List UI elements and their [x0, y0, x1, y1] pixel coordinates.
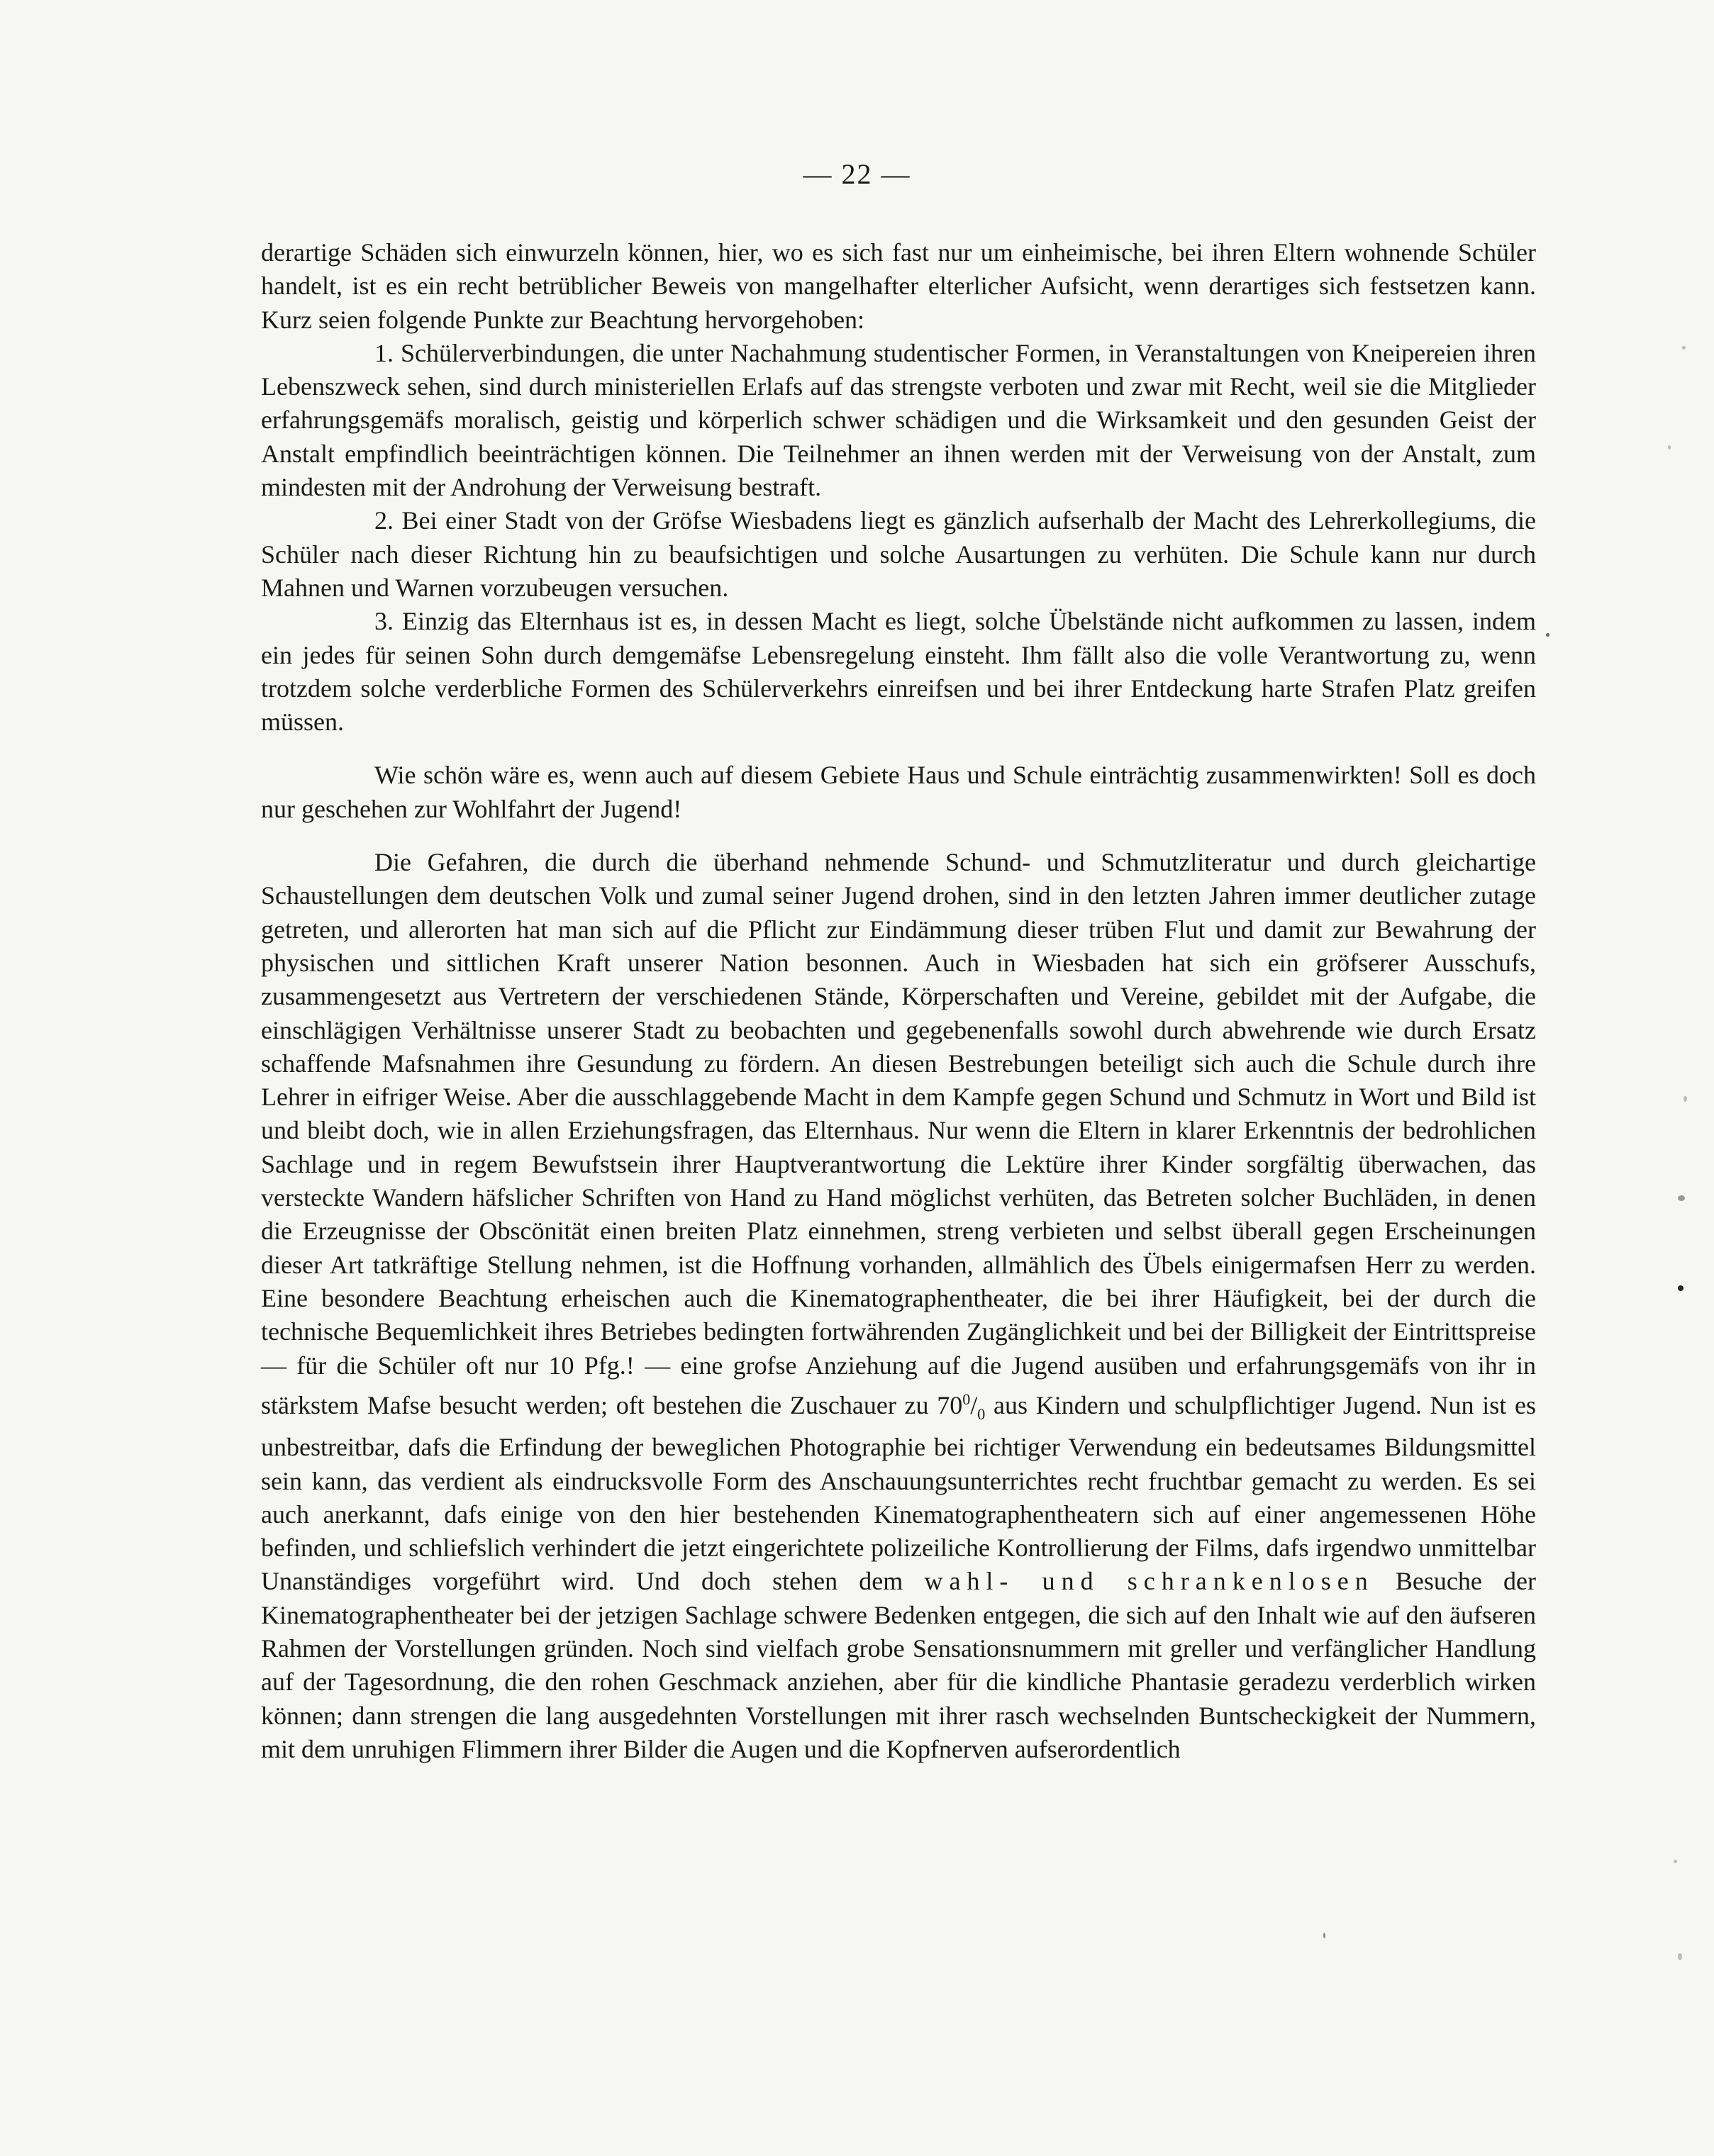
scan-speck [1678, 1953, 1682, 1960]
paragraph-dangers-part-1: Die Gefahren, die durch die überhand nehmende Schund- und Schmutzliteratur und durch gleichartige Schaustellungen dem deutschen Volk und zumal seiner Jugend drohen, sind in den letzten Jahren immer deutlicher zutage getreten, und allerorten hat man sich auf die Pflicht zur Eindämmung dieser trüben Flut und damit zur Bewahrung der physischen und sittlichen Kraft unserer Nation besonnen. Auch in Wiesbaden hat sich ein gröfserer Ausschufs, zusammengesetzt aus Vertretern der verschiedenen Stände, Körperschaften und Vereine, gebildet mit der Aufgabe, die einschlägigen Verhältnisse unserer Stadt zu beobachten und gegebenenfalls sowohl durch abwehrende wie durch Ersatz schaffende Mafsnahmen ihre Gesundung zu fördern. An diesen Bestrebungen beteiligt sich auch die Schule durch ihre Lehrer in eifriger Weise. Aber die ausschlaggebende Macht in dem Kampfe gegen Schund und Schmutz in Wort und Bild ist und bleibt doch, wie in allen Erziehungsfragen, das Elternhaus. Nur wenn die Eltern in klarer Erkenntnis der bedrohlichen Sachlage und in regem Bewufstsein ihrer Hauptverantwortung die Lektüre ihrer Kinder sorgfältig überwachen, das versteckte Wandern häfslicher Schriften von Hand zu Hand möglichst verhüten, das Betreten solcher Buchläden, in denen die Erzeugnisse der Obscönität einen breiten Platz einnehmen, streng verbieten und selbst überall gegen Erscheinungen dieser Art tatkräftige Stellung nehmen, ist die Hoffnung vorhanden, allmählich des Übels einigermafsen Herr zu werden. Eine besondere Beachtung erheischen auch die Kinematographentheater, die bei ihrer Häufigkeit, bei der durch die technische Bequemlichkeit ihres Betriebes bedingten fortwährenden Zugänglichkeit und bei der Billigkeit der Eintrittspreise — für die Schüler oft nur 10 Pfg.! — eine grofse Anziehung auf die Jugend ausüben und erfahrungsgemäfs von ihr in stärkstem Mafse besucht werden; oft bestehen die Zuschauer zu 70 [261, 848, 1536, 1419]
body-text [261, 236, 1536, 1766]
percent-subscript: 0 [977, 1404, 986, 1423]
scan-speck [1682, 346, 1686, 350]
page-number: — 22 — [803, 158, 911, 190]
scan-speck [1674, 1860, 1677, 1863]
paragraph-dangers: Die Gefahren, die durch die überhand nehmende Schund- und Schmutzliteratur und durch gleichartige Schaustellungen dem deutschen Volk und zumal seiner Jugend drohen, sind in den letzten Jahren immer deutlicher zutage getreten, und allerorten hat man sich auf die Pflicht zur Eindämmung dieser trüben Flut und damit zur Bewahrung der physischen und sittlichen Kraft unserer Nation besonnen. Auch in Wiesbaden hat sich ein gröfserer Ausschufs, zusammengesetzt aus Vertretern der verschiedenen Stände, Körperschaften und Vereine, gebildet mit der Aufgabe, die einschlägigen Verhältnisse unserer Stadt zu beobachten und gegebenenfalls sowohl durch abwehrende wie durch Ersatz schaffende Mafsnahmen ihre Gesundung zu fördern. An diesen Bestrebungen beteiligt sich auch die Schule durch ihre Lehrer in eifriger Weise. Aber die ausschlaggebende Macht in dem Kampfe gegen Schund und Schmutz in Wort und Bild ist und bleibt doch, wie in allen Erziehungsfragen, das Elternhaus. Nur wenn die Eltern in klarer Erkenntnis der bedrohlichen Sachlage und in regem Bewufstsein ihrer Hauptverantwortung die Lektüre ihrer Kinder sorgfältig überwachen, das versteckte Wandern häfslicher Schriften von Hand zu Hand möglichst verhüten, das Betreten solcher Buchläden, in denen die Erzeugnisse der Obscönität einen breiten Platz einnehmen, streng verbieten und selbst überall gegen Erscheinungen dieser Art tatkräftige Stellung nehmen, ist die Hoffnung vorhanden, allmählich des Übels einigermafsen Herr zu werden. Eine besondere Beachtung erheischen auch die Kinematographentheater, die bei ihrer Häufigkeit, bei der durch die technische Bequemlichkeit ihres Betriebes bedingten fortwährenden Zugänglichkeit und bei der Billigkeit der Eintrittspreise — für die Schüler oft nur 10 Pfg.! — eine grofse Anziehung auf die Jugend ausüben und erfahrungsgemäfs von ihr in stärkstem Mafse besucht werden; oft bestehen die Zuschauer zu $70^0/_0$ aus Kindern und schulpflichtiger Jugend. Nun ist es unbestreitbar, dafs die Erfindung der beweglichen Photographie bei richtiger Verwendung ein bedeutsames Bildungsmittel sein kann, das verdient als eindrucksvolle Form des Anschauungsunterrichtes recht fruchtbar gemacht zu werden. Es sei auch anerkannt, dafs einige von den hier bestehenden Kinematographentheatern sich auf einer angemessenen Höhe befinden, und schliefslich verhindert die jetzt eingerichtete polizeiliche Kontrollierung der Films, dafs irgendwo unmittelbar Unanständiges vorgeführt wird. Und doch stehen dem wahl- und schrankenlosen Besuche der Kinematographentheater bei der jetzigen Sachlage schwere Bedenken entgegen, die sich auf den Inhalt wie auf den äufseren Rahmen der Vorstellungen gründen. Noch sind vielfach grobe Sensationsnummern mit greller und verfänglicher Handlung auf der Tagesordnung, die den rohen Geschmack anziehen, aber für die kindliche Phantasie geradezu verderblich wirken können; dann strengen die lang ausgedehnten Vorstellungen mit ihrer rasch wechselnden Buntscheckigkeit der Nummern, mit dem unruhigen Flimmern ihrer Bilder die Augen und die Kopfnerven aufserordentlich [261, 848, 1537, 1763]
scan-speck [1678, 1195, 1685, 1201]
scan-speck [1668, 445, 1671, 449]
paragraph-cooperation: Wie schön wäre es, wenn auch auf diesem Gebiete Haus und Schule einträchtig zusammenwirkten! Soll es doch nur geschehen zur Wohlfahrt der Jugend! [261, 761, 1536, 823]
list-item-1: 1. Schülerverbindungen, die unter Nachahmung studentischer Formen, in Veranstaltungen von Kneipereien ihren Lebenszweck sehen, sind durch ministeriellen Erlafs auf das strengste verboten und zwar mit Recht, weil sie die Mitglieder erfahrungsgemäfs moralisch, geistig und körperlich schwer schädigen und die Wirksamkeit und den gesunden Geist der Anstalt empfindlich beeinträchtigen können. Die Teilnehmer an ihnen werden mit der Verweisung von der Anstalt, zum mindesten mit der Androhung der Verweisung bestraft. [261, 338, 1536, 502]
percent-superscript: 0 [962, 1390, 971, 1408]
scan-speck [1684, 1096, 1687, 1102]
paragraph-continuation: derartige Schäden sich einwurzeln können, hier, wo es sich fast nur um einheimische, bei ihren Eltern wohnende Schüler handelt, ist es ein recht betrüblicher Beweis von mangelhafter elterlicher Aufsicht, wenn derartiges sich festsetzen kann. Kurz seien folgende Punkte zur Beachtung hervorgehoben: [261, 238, 1536, 334]
paragraph-dangers-part-2: aus Kindern und schulpflichtiger Jugend. Nun ist es unbestreitbar, dafs die Erfindung der beweglichen Photographie bei richtiger Verwendung ein bedeutsames Bildungsmittel sein kann, das verdient als eindrucksvolle Form des Anschauungsunterrichtes recht fruchtbar gemacht zu werden. Es sei auch anerkannt, dafs einige von den hier bestehenden Kinematographentheatern sich auf einer angemessenen Höhe befinden, und schliefslich verhindert die jetzt eingerichtete polizeiliche Kontrollierung der Films, dafs irgendwo unmittelbar Unanständiges vorgeführt wird. Und doch stehen dem [261, 1390, 1537, 1596]
scan-speck [1323, 1933, 1325, 1938]
paragraph-dangers-part-3: Besuche der Kinematographentheater bei der jetzigen Sachlage schwere Bedenken entgegen, die sich auf den Inhalt wie auf den äufseren Rahmen der Vorstellungen gründen. Noch sind vielfach grobe Sensationsnummern mit greller und verfänglicher Handlung auf der Tagesordnung, die den rohen Geschmack anziehen, aber für die kindliche Phantasie geradezu verderblich wirken können; dann strengen die lang ausgedehnten Vorstellungen mit ihrer rasch wechselnden Buntscheckigkeit der Nummern, mit dem unruhigen Flimmern ihrer Bilder die Augen und die Kopfnerven aufserordentlich [261, 1567, 1537, 1763]
spaced-emphasis: wahl- und schrankenlosen [924, 1567, 1374, 1596]
scan-speck [1678, 1285, 1684, 1291]
list-item-2: 2. Bei einer Stadt von der Gröfse Wiesbadens liegt es gänzlich aufserhalb der Macht des Lehrerkollegiums, die Schüler nach dieser Richtung hin zu beaufsichtigen und solche Ausartungen zu verhüten. Die Schule kann nur durch Mahnen und Warnen vorzubeugen versuchen. [261, 506, 1536, 602]
list-item-3: 3. Einzig das Elternhaus ist es, in dessen Macht es liegt, solche Übelstände nicht aufkommen zu lassen, indem ein jedes für seinen Sohn durch demgemäfse Lebensregelung einsteht. Ihm fällt also die volle Verantwortung zu, wenn trotzdem solche verderbliche Formen des Schülerverkehrs einreifsen und bei ihrer Entdeckung harte Strafen Platz greifen müssen. [261, 607, 1536, 737]
scan-speck [1546, 633, 1549, 637]
